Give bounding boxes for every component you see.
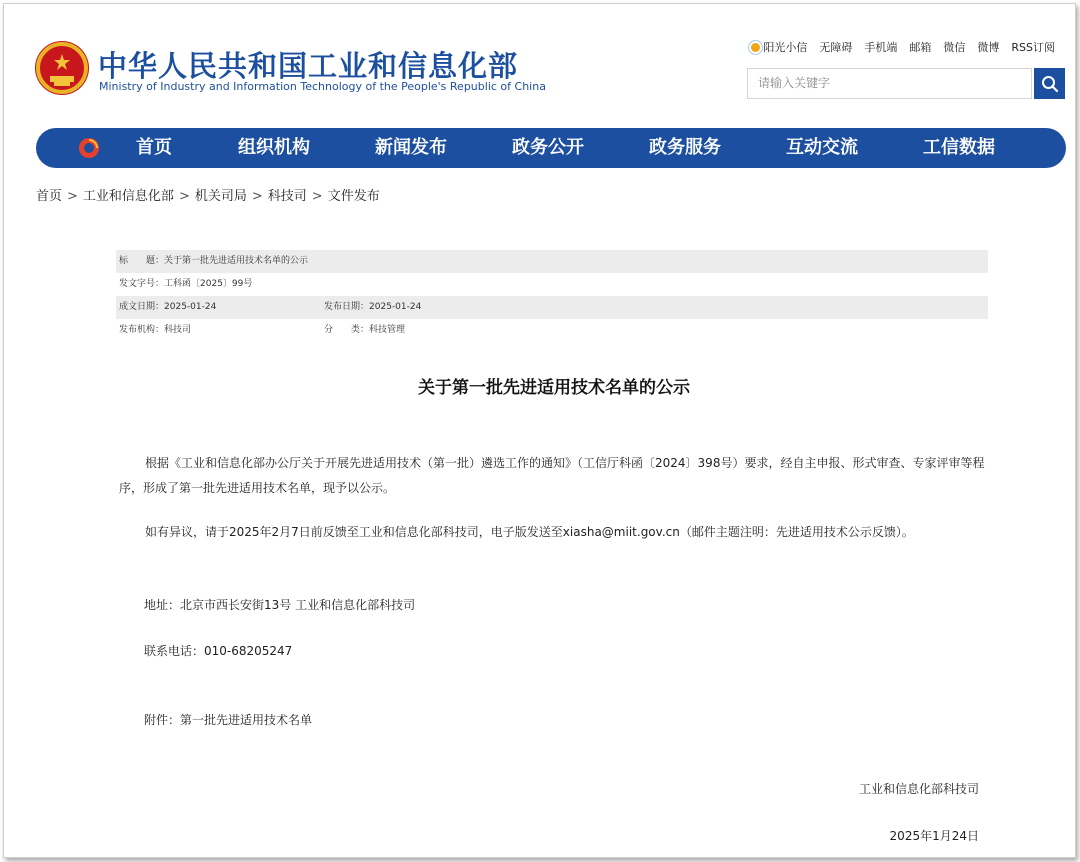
breadcrumb-tech-dept[interactable]: 科技司	[267, 189, 307, 204]
meta-published-value: 2025-01-24	[369, 302, 422, 312]
main-nav	[36, 128, 1066, 168]
top-link-wechat[interactable]: 微信	[943, 41, 966, 54]
breadcrumb-separator: >	[251, 189, 263, 204]
top-links	[739, 39, 1055, 55]
article-paragraph-1: 根据《工业和信息化部办公厅关于开展先进适用技术（第一批）遴选工作的通知》（工信厅科函〔2024〕398号）要求，经自主申报、形式审查、专家评审等程序，形成了第一批先进适用技术名单，现予以公示。	[119, 456, 985, 495]
search-icon	[1041, 75, 1059, 93]
article-title: 关于第一批先进适用技术名单的公示	[418, 378, 690, 398]
top-link-mail[interactable]: 邮箱	[909, 41, 932, 54]
nav-interaction[interactable]: 互动交流	[786, 137, 858, 158]
meta-docno-label: 发文字号：	[119, 279, 165, 289]
breadcrumb-ministry[interactable]: 工业和信息化部	[82, 189, 174, 204]
nav-home[interactable]: 首页	[136, 137, 172, 158]
meta-created-label: 成文日期：	[119, 302, 165, 312]
meta-row-title	[116, 250, 988, 273]
meta-org-value: 科技司	[164, 325, 192, 335]
meta-row-org	[116, 319, 988, 342]
breadcrumb	[36, 185, 380, 204]
document-meta-table	[116, 250, 988, 342]
meta-row-dates	[116, 296, 988, 319]
breadcrumb-departments[interactable]: 机关司局	[194, 189, 247, 204]
breadcrumb-home[interactable]: 首页	[36, 189, 63, 204]
meta-org-label: 发布机构：	[119, 325, 165, 335]
meta-published-label: 发布日期：	[324, 302, 370, 312]
article-signature: 工业和信息化部科技司	[858, 782, 979, 796]
breadcrumb-separator: >	[178, 189, 190, 204]
breadcrumb-documents[interactable]: 文件发布	[327, 189, 380, 204]
top-link-rss[interactable]: RSS订阅	[1011, 41, 1055, 54]
article-date: 2025年1月24日	[889, 829, 979, 843]
article-address: 地址：北京市西长安街13号 工业和信息化部科技司	[144, 598, 416, 612]
meta-created-value: 2025-01-24	[164, 302, 217, 312]
meta-category-value: 科技管理	[369, 325, 406, 335]
article-attachment[interactable]: 附件：第一批先进适用技术名单	[144, 713, 313, 727]
meta-row-docno	[116, 273, 988, 296]
nav-news[interactable]: 新闻发布	[375, 137, 447, 158]
nav-organization[interactable]: 组织机构	[238, 137, 310, 158]
search-input[interactable]: 请输入关键字	[747, 68, 1032, 99]
article-paragraph-2: 如有异议，请于2025年2月7日前反馈至工业和信息化部科技司，电子版发送至xiasha@miit.gov.cn（邮件主题注明：先进适用技术公示反馈）。	[145, 525, 914, 539]
search-button[interactable]	[1034, 68, 1065, 99]
sunshine-icon	[751, 43, 760, 52]
top-link-accessibility[interactable]: 无障碍	[819, 41, 853, 54]
top-link-mobile[interactable]: 手机端	[864, 41, 898, 54]
site-title: 中华人民共和国工业和信息化部	[98, 49, 519, 83]
meta-title-value: 关于第一批先进适用技术名单的公示	[164, 256, 309, 266]
meta-title-label: 标 题：	[119, 256, 165, 266]
nav-services[interactable]: 政务服务	[649, 137, 721, 158]
national-emblem-icon	[34, 40, 90, 96]
breadcrumb-separator: >	[67, 189, 78, 204]
article-phone: 联系电话：010-68205247	[144, 644, 293, 658]
miit-logo-icon	[78, 137, 100, 159]
meta-category-label: 分 类：	[324, 325, 370, 335]
site-title-english: Ministry of Industry and Information Technology of the People's Republic of China	[99, 80, 546, 93]
top-link-sunshine[interactable]: 阳光小信	[751, 39, 807, 55]
meta-docno-value: 工科函〔2025〕99号	[164, 279, 253, 289]
top-link-weibo[interactable]: 微博	[977, 41, 1000, 54]
nav-data[interactable]: 工信数据	[923, 137, 995, 158]
breadcrumb-separator: >	[311, 189, 323, 204]
nav-government-affairs[interactable]: 政务公开	[512, 137, 584, 158]
page-frame	[3, 3, 1076, 858]
